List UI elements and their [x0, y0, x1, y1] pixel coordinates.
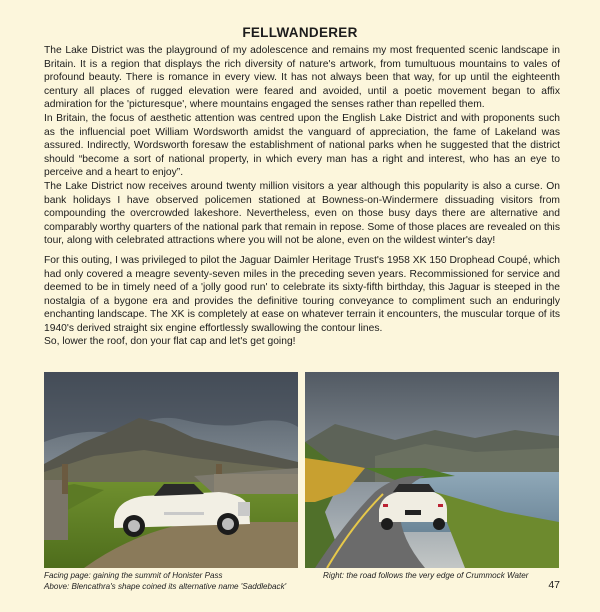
photo-blencathra-jaguar	[44, 372, 298, 568]
paragraph-intro: The Lake District was the playground of my adolescence and remains my most frequented scenic landscape in Britain. It is a region that displays the rich diversity of nature's artwork, from tumultuous mountains to vales of profound beauty. There is romance in every view. It has not always been that way, for up until the eighteenth century all places of rugged elevation were feared and avoided, until a poetic movement began to affix admiration for the 'picturesque', where mountains engaged the senses rather than repelled them.	[44, 45, 560, 111]
paragraph-wordsworth: In Britain, the focus of aesthetic attention was centred upon the English Lake District and with proponents such as the influencial poet William Wordsworth amidst the vanguard of appreciation, the fame of Lakeland was assured. Indirectly, Wordsworth foresaw the establishment of national parks when he suggested that the district should “become a sort of national property, in which every man has a right and interest, who has an eye to perceive and a heart to enjoy”.	[44, 112, 560, 179]
photo-crummock-water	[305, 372, 559, 568]
caption-right: Right: the road follows the very edge of Crummock Water	[323, 571, 529, 580]
caption-left	[44, 571, 286, 592]
article-body	[44, 44, 560, 349]
paragraph-closing: So, lower the roof, don your flat cap and let's get going!	[44, 336, 296, 348]
article-title: FELLWANDERER	[242, 25, 358, 40]
paragraph-visitors: The Lake District now receives around twenty million visitors a year although this popularity is also a curse. On bank holidays I have observed policemen stationed at Bowness-on-Windermere dissuading visitors from compounding the overcrowded lakeshore. Nevertheless, even on those busy days there are alternative and comparably worthy quarters of the national park that remain in repose. Some of those places are revealed on this tour, along with celebrated attractions where you will not be alone, even on the wildest winter's day!	[44, 180, 560, 247]
caption-left-line2: Above: Blencathra's shape coined its alternative name 'Saddleback'	[44, 581, 287, 591]
caption-left-line1: Facing page: gaining the summit of Honister Pass	[44, 571, 223, 580]
page-number: 47	[548, 579, 560, 591]
paragraph-jaguar: For this outing, I was privileged to pilot the Jaguar Daimler Heritage Trust's 1958 XK 150 Drophead Coupé, which had only covered a meagre seventy-seven miles in the preceding seven years. Recommissioned for service and deemed to be in timely need of a 'jolly good run' to celebrate its sixty-fifth birthday, this Jaguar is steeped in the nostalgia of a bygone era and provides the definitive touring conveyance to compliment such an enduringly enchanting landscape. The XK is completely at ease on whatever terrain it encounters, the muscular torque of its 1940's derived straight six engine effortlessly swallowing the contour lines.	[44, 254, 560, 334]
